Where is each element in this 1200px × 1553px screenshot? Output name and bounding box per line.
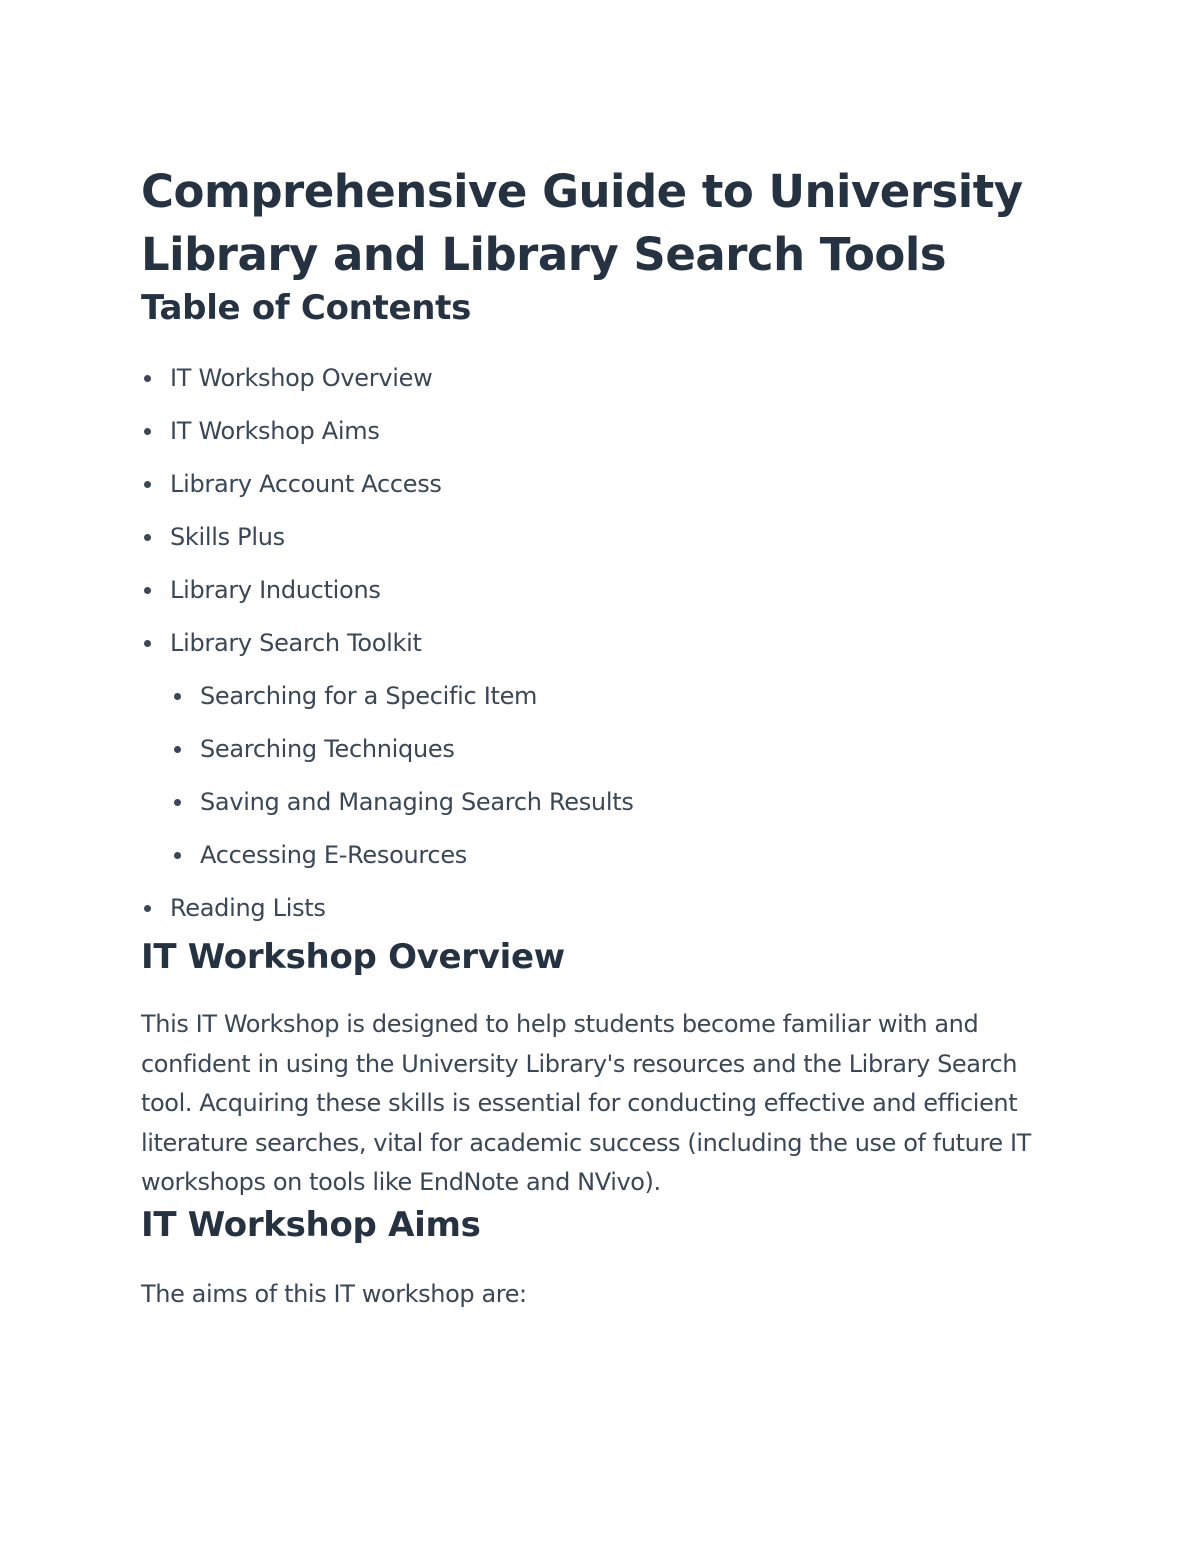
toc-subitem-saving-managing-results[interactable]: Saving and Managing Search Results	[141, 776, 1061, 829]
toc-item-library-inductions[interactable]: Library Inductions	[141, 564, 1061, 617]
toc-item-skills-plus[interactable]: Skills Plus	[141, 511, 1061, 564]
document-title: Comprehensive Guide to University Library and Library Search Tools	[141, 165, 1023, 281]
overview-heading: IT Workshop Overview	[141, 937, 565, 977]
toc-subitem-searching-techniques[interactable]: Searching Techniques	[141, 723, 1061, 776]
toc-subitem-searching-specific-item[interactable]: Searching for a Specific Item	[141, 670, 1061, 723]
toc-item-library-search-toolkit[interactable]: Library Search Toolkit	[141, 617, 1061, 670]
toc-item-reading-lists[interactable]: Reading Lists	[141, 882, 1061, 935]
toc-item-it-workshop-aims[interactable]: IT Workshop Aims	[141, 405, 1061, 458]
aims-heading: IT Workshop Aims	[141, 1204, 481, 1245]
table-of-contents	[141, 352, 1061, 935]
toc-item-it-workshop-overview[interactable]: IT Workshop Overview	[141, 352, 1061, 405]
document-page	[141, 160, 1061, 1314]
aims-intro-paragraph: The aims of this IT workshop are:	[141, 1279, 527, 1308]
overview-paragraph: This IT Workshop is designed to help students become familiar with and confident in using the University Library's resources and the Library Search tool. Acquiring these skills is essential for conducting effective and efficient literature searches, vital for academic success (including the use of future IT workshops on tools like EndNote and NVivo).	[141, 1010, 1031, 1196]
toc-item-library-account-access[interactable]: Library Account Access	[141, 458, 1061, 511]
toc-heading: Table of Contents	[141, 288, 472, 328]
toc-subitem-accessing-e-resources[interactable]: Accessing E-Resources	[141, 829, 1061, 882]
